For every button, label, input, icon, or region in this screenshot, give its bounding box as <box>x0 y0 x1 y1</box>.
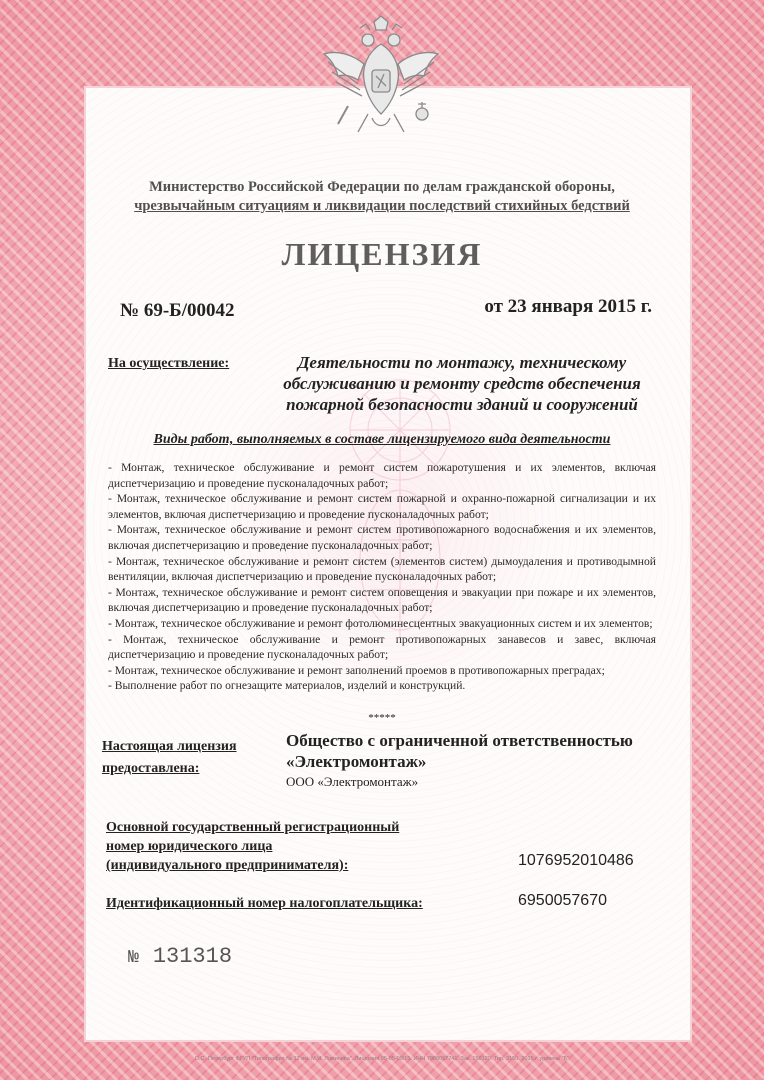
serial-number <box>128 944 232 969</box>
holder-label-line-2: предоставлена: <box>102 761 200 776</box>
works-separator: ***** <box>368 712 396 724</box>
coat-of-arms-emblem <box>318 14 444 146</box>
list-item: - Монтаж, техническое обслуживание и ремонт систем пожаротушения и их элементов, включая диспетчеризацию и проведение пусконаладочных работ; <box>108 461 656 490</box>
ogrn-label <box>106 818 399 875</box>
list-item: - Монтаж, техническое обслуживание и ремонт систем противопожарного водоснабжения и их элементов, включая диспетчеризацию и проведение пусконаладочных работ; <box>108 523 656 552</box>
list-item: - Монтаж, техническое обслуживание и ремонт систем оповещения и эвакуации при пожаре и их элементов, включая диспетчеризацию и проведение пусконаладочных работ; <box>108 585 656 615</box>
purpose-text: Деятельности по монтажу, техническому обслуживанию и ремонту средств обеспечения пожарной безопасности зданий и сооружений <box>283 353 641 414</box>
ogrn-label-line-1: Основной государственный регистрационный <box>106 820 400 835</box>
printer-imprint: О.С.-Петербург ФГУП "Типография № 12 им. М.И. Ломинова". Лицензия 05-05-09/15. ИНН 7808057741. Зак. 150120. Тир. 3150. 2015 г. уровень "Б" <box>194 1056 570 1062</box>
works-title: Виды работ, выполняемых в составе лицензируемого вида деятельности <box>153 432 611 447</box>
holder-short-name: ООО «Электромонтаж» <box>286 774 419 789</box>
inn-value: 6950057670 <box>518 892 607 909</box>
list-item: - Монтаж, техническое обслуживание и ремонт систем (элементов систем) дымоудаления и противодымной вентиляции, включая диспетчеризацию и проведение пусконаладочных работ; <box>108 554 656 584</box>
holder-full-name-line-1: Общество с ограниченной ответственностью <box>286 731 633 750</box>
serial-symbol: № <box>128 948 139 968</box>
list-item: - Монтаж, техническое обслуживание и ремонт систем пожарной и охранно-пожарной сигнализации и их элементов, включая диспетчеризацию и проведение пусконаладочных работ; <box>108 492 656 521</box>
list-item: - Монтаж, техническое обслуживание и ремонт противопожарных занавесов и завес, включая диспетчеризацию и проведение пусконаладочных работ; <box>108 632 656 662</box>
purpose-label: На осуществление: <box>108 356 230 371</box>
license-number: № 69-Б/00042 <box>120 300 235 321</box>
inn-label: Идентификационный номер налогоплательщика: <box>106 896 423 911</box>
list-item: - Монтаж, техническое обслуживание и ремонт заполнений проемов в противопожарных преградах; <box>108 663 605 677</box>
ministry-line-2: чрезвычайным ситуациям и ликвидации последствий стихийных бедствий <box>134 198 630 214</box>
list-item: - Монтаж, техническое обслуживание и ремонт фотолюминесцентных эвакуационных систем и их элементов; <box>108 616 653 630</box>
holder-label <box>102 736 237 780</box>
list-item: - Выполнение работ по огнезащите материалов, изделий и конструкций. <box>108 679 466 693</box>
holder-full-name <box>286 730 633 772</box>
ogrn-label-line-3: (индивидуального предпринимателя): <box>106 858 349 873</box>
holder-full-name-line-2: «Электромонтаж» <box>286 752 427 771</box>
works-list <box>108 460 656 694</box>
document-title: ЛИЦЕНЗИЯ <box>281 236 483 272</box>
ministry-line-1: Министерство Российской Федерации по делам гражданской обороны, <box>149 179 615 195</box>
ogrn-value: 1076952010486 <box>518 852 634 869</box>
serial-digits: 131318 <box>152 944 233 969</box>
ogrn-label-line-2: номер юридического лица <box>106 839 273 854</box>
license-date: от 23 января 2015 г. <box>484 296 652 317</box>
ministry-heading <box>100 178 664 216</box>
holder-label-line-1: Настоящая лицензия <box>102 739 237 754</box>
